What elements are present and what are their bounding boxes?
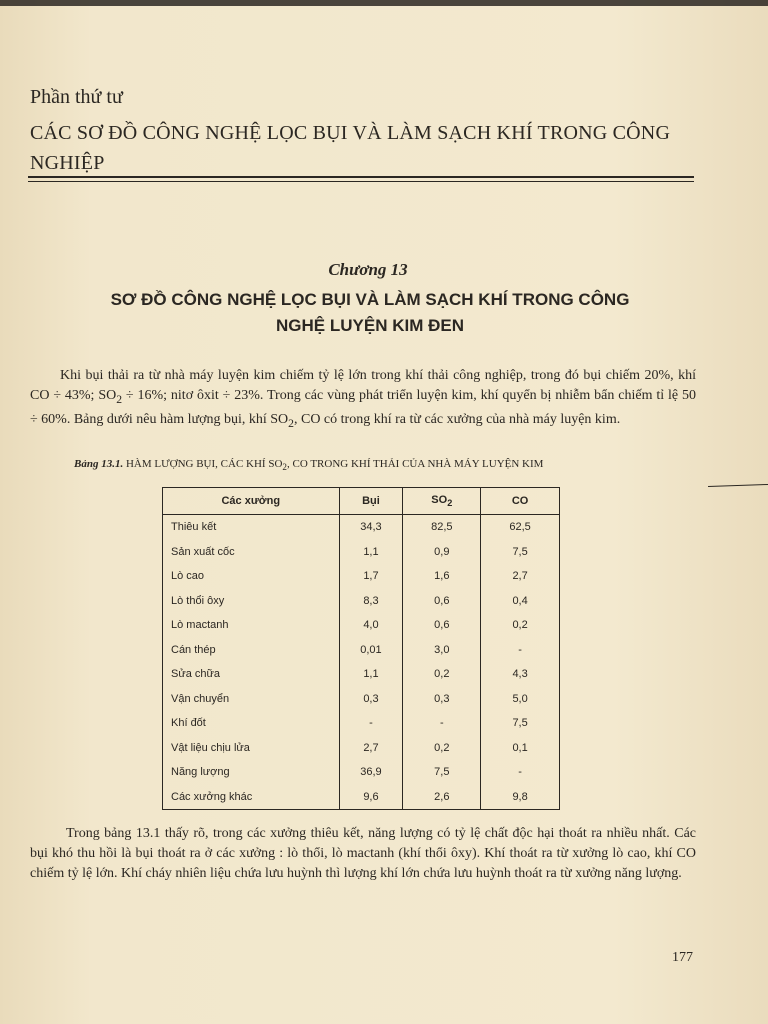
part-title: CÁC SƠ ĐỒ CÔNG NGHỆ LỌC BỤI VÀ LÀM SẠCH KHÍ TRONG CÔNG NGHIỆP: [30, 122, 671, 174]
table-row: [163, 760, 560, 785]
cell-co: 7,5: [481, 711, 560, 736]
cell-dust: 1,1: [339, 540, 403, 565]
cell-workshop: Sản xuất cốc: [163, 540, 340, 565]
cell-so2: 7,5: [403, 760, 481, 785]
table-body: [163, 515, 560, 810]
cell-dust: 9,6: [339, 785, 403, 810]
cell-co: 0,2: [481, 613, 560, 638]
table-header-row: [163, 488, 560, 515]
cell-so2: 0,2: [403, 736, 481, 761]
cell-workshop: Vận chuyển: [163, 687, 340, 712]
so2-subscript: 2: [116, 392, 123, 406]
cell-so2: 0,3: [403, 687, 481, 712]
cell-workshop: Thiêu kết: [163, 515, 340, 540]
cell-so2: 2,6: [403, 785, 481, 810]
table-caption-subscript: 2: [282, 462, 287, 473]
page-number: 177: [672, 950, 693, 965]
table-row: [163, 564, 560, 589]
col-header-dust: Bụi: [339, 488, 403, 515]
cell-co: 0,1: [481, 736, 560, 761]
cell-so2: 82,5: [403, 515, 481, 540]
cell-workshop: Vật liệu chịu lửa: [163, 736, 340, 761]
cell-workshop: Lò cao: [163, 564, 340, 589]
table-row: [163, 540, 560, 565]
cell-workshop: Khí đốt: [163, 711, 340, 736]
intro-text-3: , CO có trong khí ra từ các xưởng của nhà máy luyện kim.: [293, 411, 621, 427]
table-row: [163, 687, 560, 712]
col-header-workshop: Các xưởng: [163, 488, 340, 515]
cell-co: 0,4: [481, 589, 560, 614]
table-row: [163, 662, 560, 687]
cell-dust: 1,1: [339, 662, 403, 687]
col-header-so2-subscript: 2: [447, 498, 453, 509]
intro-paragraph: [30, 366, 696, 434]
intro-text-1: Khi bụi thải ra từ nhà máy luyện kim chiếm tỷ lệ lớn trong khí thải công nghiệp, trong đó bụi chiếm 20%, khí CO ÷ 43%; SO: [30, 368, 696, 403]
cell-so2: 1,6: [403, 564, 481, 589]
table-row: [163, 785, 560, 810]
cell-so2: 0,2: [403, 662, 481, 687]
table-row: [163, 515, 560, 540]
col-header-so2: [403, 488, 481, 515]
cell-so2: 0,9: [403, 540, 481, 565]
emissions-table: [162, 487, 560, 810]
cell-workshop: Lò mactanh: [163, 613, 340, 638]
cell-co: 5,0: [481, 687, 560, 712]
cell-workshop: Các xưởng khác: [163, 785, 340, 810]
header-rule-thick: [28, 176, 694, 178]
table-row: [163, 589, 560, 614]
cell-co: 9,8: [481, 785, 560, 810]
cell-workshop: Lò thổi ôxy: [163, 589, 340, 614]
part-label: Phần thứ tư: [30, 86, 123, 108]
cell-dust: -: [339, 711, 403, 736]
so2-subscript-2: 2: [288, 416, 294, 430]
cell-so2: 3,0: [403, 638, 481, 663]
table-row: [163, 638, 560, 663]
chapter-label: Chương 13: [328, 260, 408, 279]
cell-dust: 4,0: [339, 613, 403, 638]
cell-dust: 2,7: [339, 736, 403, 761]
table-caption-text-1: HÀM LƯỢNG BỤI, CÁC KHÍ SO: [123, 458, 283, 470]
cell-so2: 0,6: [403, 589, 481, 614]
cell-workshop: Sửa chữa: [163, 662, 340, 687]
col-header-so2-text: SO: [431, 493, 448, 506]
table-row: [163, 736, 560, 761]
cell-dust: 1,7: [339, 564, 403, 589]
cell-dust: 36,9: [339, 760, 403, 785]
cell-workshop: Cán thép: [163, 638, 340, 663]
analysis-paragraph: Trong bảng 13.1 thấy rõ, trong các xưởng thiêu kết, năng lượng có tỷ lệ chất độc hại thoát ra nhiều nhất. Các bụi khó thu hồi là bụi thoát ra ở các xưởng : lò thổi, lò mactanh (khí thổi ôxy). Khí thoát ra từ xưởng lò cao, khí CO chiếm tỷ lệ lớn. Khí cháy nhiên liệu chứa lưu huỳnh thì lượng khí lớn chứa lưu huỳnh thoát ra từ xưởng năng lượng.: [30, 826, 696, 881]
table-caption-text-2: , CO TRONG KHÍ THẢI CỦA NHÀ MÁY LUYỆN KIM: [286, 458, 544, 470]
header-rule-thin: [28, 181, 694, 182]
cell-dust: 0,3: [339, 687, 403, 712]
page-top-edge: [0, 0, 768, 6]
cell-workshop: Năng lượng: [163, 760, 340, 785]
cell-co: -: [481, 760, 560, 785]
table-row: [163, 613, 560, 638]
chapter-title: SƠ ĐỒ CÔNG NGHỆ LỌC BỤI VÀ LÀM SẠCH KHÍ TRONG CÔNG NGHỆ LUYỆN KIM ĐEN: [110, 290, 630, 335]
cell-co: 4,3: [481, 662, 560, 687]
table-row: [163, 711, 560, 736]
cell-co: -: [481, 638, 560, 663]
col-header-co: CO: [481, 488, 560, 515]
intro-text-2: ÷ 16%; nitơ ôxit ÷ 23%. Trong các vùng phát triển luyện kim, khí quyển bị nhiễm bẩn chiếm tỉ lệ 50 ÷ 60%. Bảng dưới nêu hàm lượng bụi, khí SO: [30, 388, 696, 427]
cell-so2: 0,6: [403, 613, 481, 638]
margin-pen-mark: [708, 484, 768, 487]
cell-dust: 8,3: [339, 589, 403, 614]
cell-co: 2,7: [481, 564, 560, 589]
table-caption-number: Bảng 13.1.: [74, 458, 124, 470]
cell-dust: 0,01: [339, 638, 403, 663]
cell-so2: -: [403, 711, 481, 736]
cell-co: 7,5: [481, 540, 560, 565]
cell-co: 62,5: [481, 515, 560, 540]
table-caption: [74, 458, 694, 472]
cell-dust: 34,3: [339, 515, 403, 540]
